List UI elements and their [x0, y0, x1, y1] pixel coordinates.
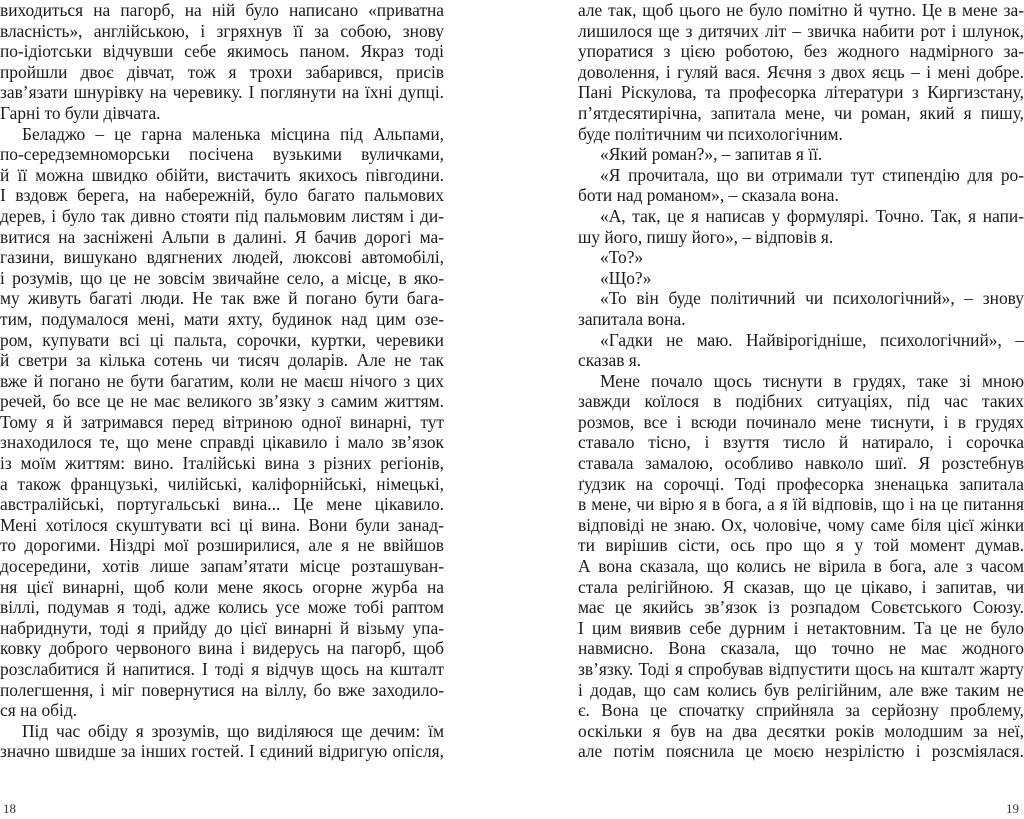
text-line: «Який роман?», – запитав я її.	[600, 144, 823, 165]
text-line: навмисно. Вона сказала, що точно не має жодного	[578, 638, 1024, 659]
text-line: із моїм життям: вино. Італійські вина з різних регіонів,	[0, 453, 444, 474]
left-page	[0, 0, 508, 819]
text-line: «Я прочитала, що ви отримали тут стипендію для ро-	[600, 164, 1024, 185]
text-line: ставала замалою, особливо навколо шиї. Я розстебнув	[578, 453, 1024, 474]
text-line: й її можна швидко обійти, вистачить якихось півгодини.	[0, 164, 444, 185]
text-line: оскільки я був на два десятки років молодшим за неї,	[578, 720, 1024, 741]
text-line: упоратися з цією роботою, без жодного надмірного за-	[578, 41, 1024, 62]
text-line: а також французькі, чилійські, каліфорнійські, німецькі,	[0, 473, 444, 494]
text-line: розмов, все і всюди починало мене тиснути, і в грудях	[578, 411, 1024, 432]
text-line: «То він буде політичний чи психологічний», – знову	[600, 288, 1024, 309]
text-line: австралійські, португальські вина... Це мене цікавило.	[0, 494, 444, 515]
text-line: власність», англійською, і згряхнув її за собою, знову	[0, 20, 444, 41]
text-line: шу його, пишу його», – відповів я.	[578, 226, 834, 247]
text-line: Мені хотілося скуштувати всі ці вина. Вони були занад-	[0, 514, 444, 535]
text-line: газини, вишукано вдягнених людей, люксові автомобілі,	[0, 247, 444, 268]
right-page	[516, 0, 1024, 819]
text-line: зав’язати шнурівку на черевику. І поглянути на їхні дупці.	[0, 82, 444, 103]
text-line: запитала вона.	[578, 308, 686, 329]
text-line: І вздовж берега, на набережній, було багато пальмових	[0, 185, 444, 206]
text-line: Мене почало щось тиснути в грудях, таке зі мною	[600, 370, 1024, 391]
text-line: п’ятдесятирічна, запитала мене, чи роман, який я пишу,	[578, 102, 1024, 123]
text-line: І цим виявив себе дурним і нетактовним. Та це не було	[578, 617, 1024, 638]
text-line: набриднути, тоді я прийду до цієї винарні й візьму упа-	[0, 617, 444, 638]
text-line: то дорогими. Ніздрі мої розширилися, але я не ввійшов	[0, 535, 444, 556]
text-line: і додав, що сам колись був релігійним, але вже таким не	[578, 679, 1024, 700]
text-line: є. Вона це спочатку сприйняла за серйозну проблему,	[578, 700, 1024, 721]
text-line: Гарні то були дівчата.	[0, 102, 161, 123]
text-line: віллі, подумав я тоді, адже колись усе може тобі раптом	[0, 597, 444, 618]
text-line: і розумів, що це не зовсім звичайне село, а місце, в яко-	[0, 267, 444, 288]
text-line: відповіді не знаю. Ох, чоловіче, чому саме біля цієї жінки	[578, 514, 1024, 535]
text-line: Беладжо – це гарна маленька місцина під Альпами,	[22, 123, 444, 144]
text-line: в мене, чи вірю я в бога, а я їй відповів, що і на це питання	[578, 494, 1024, 515]
left-page-text	[0, 0, 444, 762]
page-number-left: 18	[3, 801, 16, 816]
text-line: му живуть багаті люди. Не так вже й погано бути багa-	[0, 288, 444, 309]
text-line: ся на обід.	[0, 700, 78, 721]
text-line: Під час обіду я зрозумів, що виділяюся ще дечим: їм	[22, 720, 444, 741]
text-line: але так, щоб цього не було помітно й чутно. Це в мене за-	[578, 0, 1024, 20]
text-line: А вона сказала, що колись не вірила в бога, але з часом	[578, 556, 1024, 577]
text-line: «Що?»	[600, 267, 652, 288]
right-page-text	[578, 0, 1024, 762]
text-line: але потім пояснила це моєю незрілістю і розсміялася.	[578, 741, 1024, 762]
text-line: розслабитися й напитися. І тоді я відчув щось на кшталт	[0, 659, 444, 679]
text-line: вже й погано не бути багатим, коли не маєш нічого з цих	[0, 370, 444, 391]
text-line: ром, купувати всі ці пальта, сорочки, куртки, черевики	[0, 329, 444, 350]
text-line: лишилося ще з дитячих літ – звичка набити рот і шлунок,	[578, 20, 1024, 41]
text-line: й светри за кілька сотень чи тисяч доларів. Але не так	[0, 350, 444, 371]
text-line: досередини, хотів лише запам’ятати місце розташуван-	[0, 556, 444, 577]
text-line: ня цієї винарні, щоб коли мене якось огорне журба на	[0, 576, 444, 597]
text-line: має це якийсь зв’язок із розпадом Совєтського Союзу.	[578, 597, 1024, 618]
text-line: ставало тісно, і взуття тисло й натирало, і сорочка	[578, 432, 1024, 453]
page-number-right: 19	[1006, 801, 1019, 816]
text-line: тим, подумалося мені, мати яхту, будинок над цим озе-	[0, 308, 444, 329]
text-line: зв’язку. Тоді я спробував відпустити щось на кшталт жарту	[578, 659, 1024, 679]
text-line: виходиться на пагорб, на ній було написано «приватна	[0, 0, 444, 20]
text-line: дерев, і було так дивно стояти під пальмовим листям і ди-	[0, 205, 444, 226]
text-line: знаходилося те, що мене справді цікавило і мало зв’язок	[0, 432, 444, 453]
text-line: «Гадки не маю. Найвірогідніше, психологічний», –	[600, 329, 1024, 350]
text-line: полегшення, і міг повернутися на віллу, бо вже заходило-	[0, 679, 444, 700]
text-line: по-ідіотськи відчувши себе якимось паном. Якраз тоді	[0, 41, 444, 62]
text-line: пройшли двоє дівчат, тож я трохи забарився, присів	[0, 61, 444, 82]
text-line: Тому я й затримався перед вітриною одної винарні, тут	[0, 411, 444, 432]
text-line: ґудзик на сорочці. Тоді професорка зненацька запитала	[578, 473, 1024, 494]
text-line: завжди коїлося в подібних ситуаціях, під час таких	[578, 391, 1024, 412]
text-line: ковку доброго червоного вина і видерусь на пагорб, щоб	[0, 638, 444, 659]
text-line: «А, так, це я написав у формулярі. Точно. Так, я напи-	[600, 205, 1024, 226]
text-line: речей, бо все це не має великого зв’язку з самим життям.	[0, 391, 444, 412]
text-line: буде політичним чи психологічним.	[578, 123, 843, 144]
text-line: по-середземноморськи посічена вузькими вуличками,	[0, 144, 444, 165]
text-line: стала релігійною. Я сказав, що це цікаво, і запитав, чи	[578, 576, 1024, 597]
text-line: доволення, і гуляй вася. Яєчня з двох яєць – і мені добре.	[578, 61, 1024, 82]
text-line: боти над романом», – сказала вона.	[578, 185, 839, 206]
text-line: значно швидше за інших гостей. І єдиний відригую опісля,	[0, 741, 444, 762]
text-line: ти вирішив сісти, ось про що я у той момент думав.	[578, 535, 1024, 556]
text-line: «То?»	[600, 247, 644, 268]
text-line: сказав я.	[578, 350, 642, 371]
text-line: Пані Ріскулова, та професорка літератури з Киргизстану,	[578, 82, 1024, 103]
text-line: витися на засніжені Альпи в далині. Я бачив дорогі ма-	[0, 226, 444, 247]
